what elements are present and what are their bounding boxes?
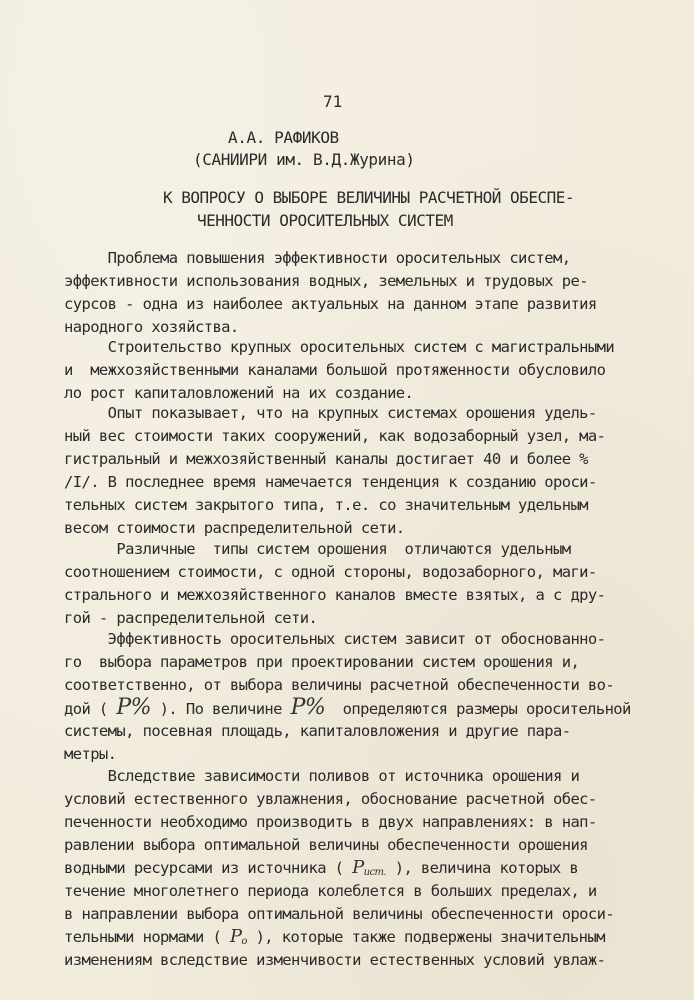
body-line-with-formula xyxy=(64,695,631,720)
title-line-2: ЧЕННОСТИ ОРОСИТЕЛЬНЫХ СИСТЕМ xyxy=(197,211,453,230)
text-fragment: тельными нормами ( xyxy=(64,928,230,946)
body-line: соответственно, от выбора величины расчетной обеспеченности во- xyxy=(64,676,615,694)
body-line: эффективности использования водных, земельных и трудовых ре- xyxy=(64,272,588,290)
body-line: сурсов - одна из наиболее актуальных на данном этапе развития xyxy=(64,295,597,313)
body-line: Опыт показывает, что на крупных системах орошения удель- xyxy=(64,404,597,422)
text-fragment: ), которые также подвержены значительным xyxy=(246,928,605,946)
text-fragment: определяются размеры оросительной xyxy=(325,700,631,718)
text-fragment: ), величина которых в xyxy=(385,859,579,877)
body-line-with-formula xyxy=(64,928,605,951)
body-line: Вследствие зависимости поливов от источника орошения и xyxy=(64,767,580,785)
body-line: гистральный и межхозяйственный каналы достигает 40 и более % xyxy=(64,450,588,468)
body-line: системы, посевная площадь, капиталовложения и другие пара- xyxy=(64,722,571,740)
body-line-with-formula xyxy=(64,859,578,882)
p-norm-symbol: P xyxy=(229,926,242,947)
body-line: и межхозяйственными каналами большой протяженности обусловило xyxy=(64,361,606,379)
author-affiliation: (САНИИРИ им. В.Д.Журина) xyxy=(193,150,415,169)
text-fragment: водными ресурсами из источника ( xyxy=(64,859,353,877)
body-line: течение многолетнего периода колеблется в больших пределах, и xyxy=(64,882,597,900)
body-line: изменениям вследствие изменчивости естественных условий увлаж- xyxy=(64,951,606,969)
percent-symbol: P% xyxy=(290,695,326,720)
body-line: /I/. В последнее время намечается тенденция к созданию ороси- xyxy=(64,473,597,491)
body-line: гой - распределительной сети. xyxy=(64,609,318,627)
p-source-symbol: P xyxy=(352,857,364,878)
author-name: А.А. РАФИКОВ xyxy=(228,128,339,147)
body-line: метры. xyxy=(64,745,117,763)
body-line: равлении выбора оптимальной величины обеспеченности орошения xyxy=(64,836,588,854)
body-line: Строительство крупных оросительных систем с магистральными xyxy=(64,338,615,356)
body-line: в направлении выбора оптимальной величины обеспеченности ороси- xyxy=(64,905,615,923)
percent-symbol: P% xyxy=(116,695,151,720)
p-source-subscript: ист. xyxy=(363,867,386,878)
body-line: го выбора параметров при проектировании систем орошения и, xyxy=(64,653,580,671)
body-line: народного хозяйства. xyxy=(64,318,239,336)
text-fragment: ). По величине xyxy=(150,700,291,718)
body-line: Различные типы систем орошения отличаются удельным xyxy=(64,540,571,558)
body-line: весом стоимости распределительной сети. xyxy=(64,519,405,537)
p-norm-subscript: о xyxy=(241,936,247,947)
body-line: печенности необходимо производить в двух направлениях: в нап- xyxy=(64,813,597,831)
body-line: ный вес стоимости таких сооружений, как водозаборный узел, ма- xyxy=(64,427,606,445)
body-line: тельных систем закрытого типа, т.е. со значительным удельным xyxy=(64,496,588,514)
body-line: стрального и межхозяйственного каналов вместе взятых, а с дру- xyxy=(64,586,606,604)
title-line-1: К ВОПРОСУ О ВЫБОРЕ ВЕЛИЧИНЫ РАСЧЕТНОЙ ОБЕСПЕ- xyxy=(163,188,574,207)
page-number: 71 xyxy=(323,92,343,111)
body-line: Эффективность оросительных систем зависит от обоснованно- xyxy=(64,630,606,648)
body-line: соотношением стоимости, с одной стороны, водозаборного, маги- xyxy=(64,563,597,581)
body-line: условий естественного увлажнения, обоснование расчетной обес- xyxy=(64,790,597,808)
body-line: ло рост капиталовложений на их создание. xyxy=(64,384,414,402)
text-fragment: дой ( xyxy=(64,700,117,718)
body-line: Проблема повышения эффективности оросительных систем, xyxy=(64,249,571,267)
